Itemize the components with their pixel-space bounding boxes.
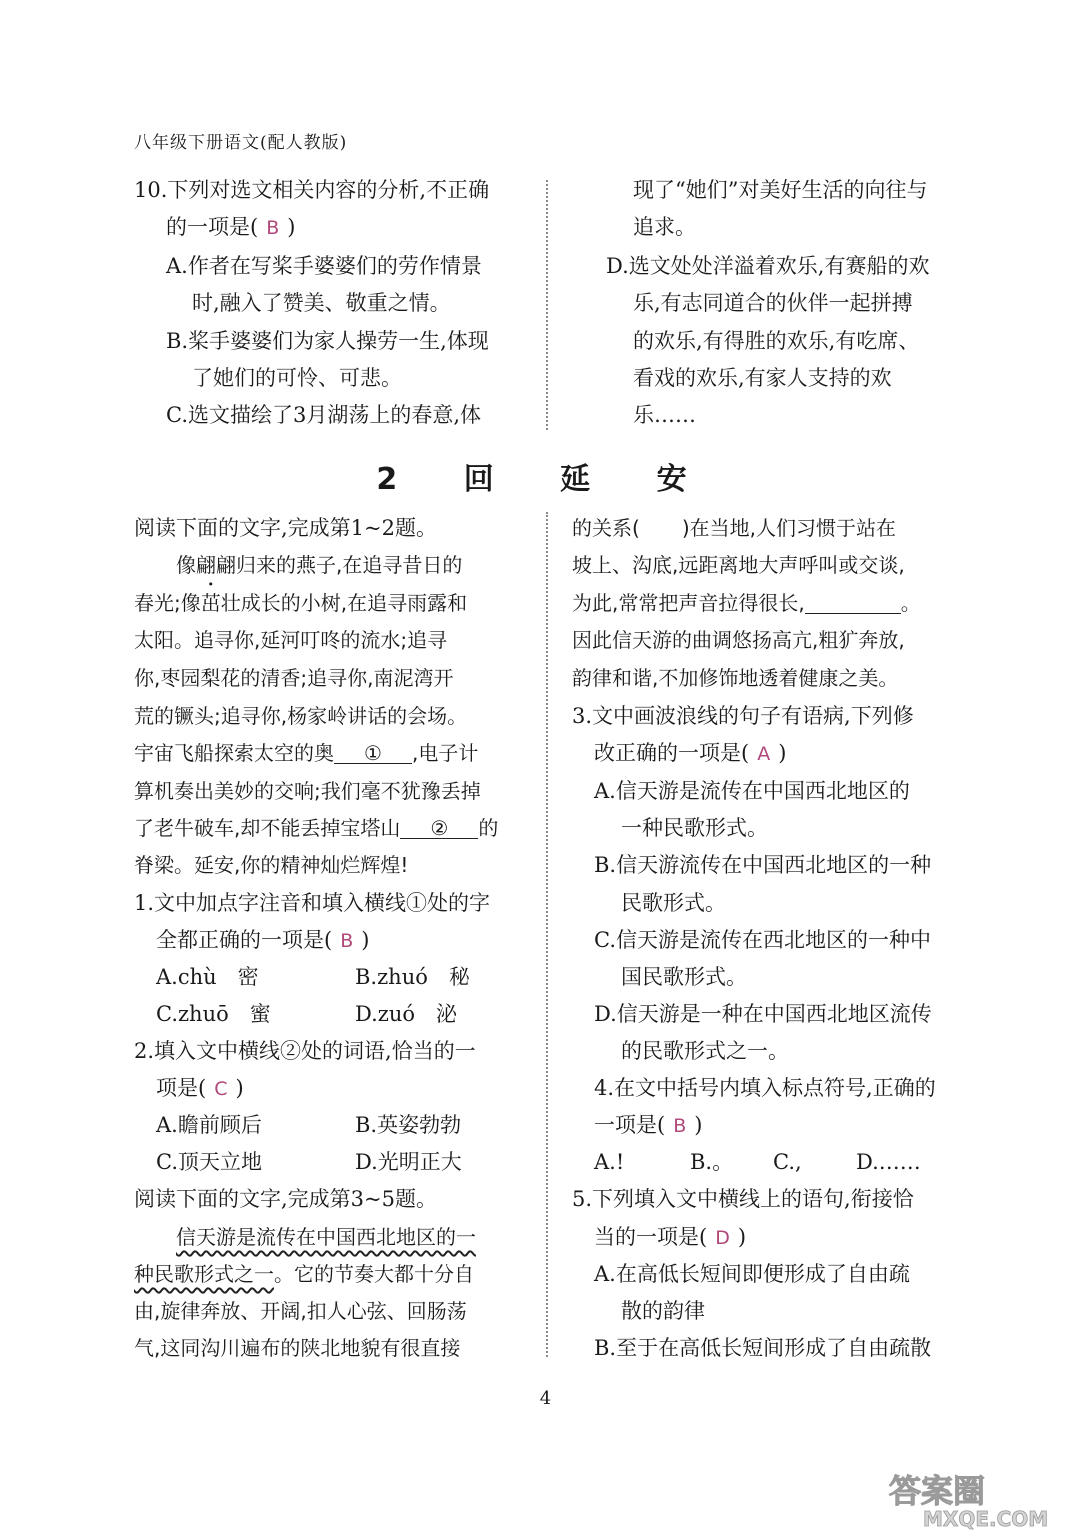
dotted-character: 茁 [200,591,221,615]
q1-option-a: A.chù 密 [156,965,259,989]
q3-option-a-line2: 一种民歌形式。 [621,816,768,840]
reading2-line6: 坡上、沟底,远距离地大声呼叫或交谈, [572,553,905,577]
q2-stem-post: ) [235,1076,244,1100]
q2-answer: C [214,1078,228,1100]
reading1-line6-post: ,电子计 [412,741,479,765]
reading2-line5 [572,518,896,538]
q3-option-b-line1: B.信天游流传在中国西北地区的一种 [594,853,932,877]
q3-option-d-line2: 的民歌形式之一。 [621,1039,789,1063]
q2-option-d: D.光明正大 [355,1150,462,1174]
reading1-line4: 你,枣园梨花的清香;追寻你,南泥湾开 [134,666,454,690]
q10-stem-text: 10.下列对选文相关内容的分析,不正确 [134,178,490,202]
q10-option-d-line5: 乐…… [633,403,696,427]
reading1-line8-pre: 了老牛破车,却不能丢掉宝塔山 [134,816,401,840]
reading2-line7-pre: 为此,常常把声音拉得很长, [572,591,805,615]
q5-option-a-line2: 散的韵律 [621,1299,705,1323]
q10-option-a-line2: 时,融入了赞美、敬重之情。 [192,291,451,315]
reading1-intro: 阅读下面的文字,完成第1~2题。 [134,516,437,540]
q1-stem-post: ) [361,928,370,952]
q3-stem-pre: 改正确的一项是( [594,741,750,765]
q10-option-c-line3: 追求。 [633,215,696,239]
q3-option-b-line2: 民歌形式。 [621,891,726,915]
q1-option-d: D.zuó 泌 [355,1002,457,1026]
column-divider-top [546,180,548,430]
q10-option-a-line1: A.作者在写桨手婆婆们的劳作情景 [166,254,482,278]
q10-stem-pre: 的一项是( [166,215,259,239]
q2-option-b: B.英姿勃勃 [355,1113,462,1137]
wavy-sentence-part1: 信天游是流传在中国西北地区的一 [176,1225,476,1249]
q5-stem-pre: 当的一项是( [594,1225,708,1249]
reading1-line6-pre: 宇宙飞船探索太空的奥 [134,741,334,765]
q1-option-c: C.zhuō 蜜 [156,1002,271,1026]
reading1-line2-post: 壮成长的小树,在追寻雨露和 [220,591,468,615]
q10-option-d-line4: 看戏的欢乐,有家人支持的欢 [633,366,892,390]
q4-stem-pre: 一项是( [594,1113,666,1137]
q4-stem-line1: 4.在文中括号内填入标点符号,正确的 [594,1076,936,1100]
reading1-line1: 像翩翩归来的燕子,在追寻昔日的 [176,553,463,577]
reading2-line2 [134,1264,474,1284]
q2-option-c: C.顶天立地 [156,1150,262,1174]
q2-stem-pre: 项是( [156,1076,207,1100]
q5-stem-line2 [594,1227,746,1248]
q10-option-c-line2: 现了“她们”对美好生活的向往与 [633,178,928,202]
reading1-line5: 荒的镢头;追寻你,杨家岭讲话的会场。 [134,704,468,728]
reading2-line7-post: 。 [900,591,921,615]
blank-sentence [805,593,901,614]
q10-option-b-line2: 了她们的可怜、可悲。 [192,366,402,390]
page-number: 4 [539,1388,552,1409]
q10-stem-post: ) [287,215,296,239]
q1-stem-line2 [156,930,369,951]
q3-option-c-line1: C.信天游是流传在西北地区的一种中 [594,928,931,952]
watermark-logo [883,1468,1073,1530]
q3-stem-post: ) [778,741,787,765]
reading2-line7 [572,593,921,614]
q10-option-b-line1: B.桨手婆婆们为家人操劳一生,体现 [166,329,489,353]
watermark-text: 答案圈 [889,1472,986,1510]
reading2-line5-post: )在当地,人们习惯于站在 [681,516,896,540]
q5-option-a-line1: A.在高低长短间即便形成了自由疏 [594,1262,910,1286]
q4-option-c: C., [773,1150,802,1174]
q3-option-c-line2: 国民歌形式。 [621,965,747,989]
reading1-line8 [134,818,498,839]
reading1-line8-post: 的 [478,816,499,840]
reading2-line8: 因此信天游的曲调悠扬高亢,粗犷奔放, [572,628,905,652]
q1-answer: B [340,930,354,952]
q10-option-c-line1: C.选文描绘了3月湖荡上的春意,体 [166,403,482,427]
q3-stem-line1: 3.文中画波浪线的句子有语病,下列修 [572,704,914,728]
q10-stem-line1 [134,180,520,201]
q10-stem-line2 [166,217,295,238]
reading2-intro: 阅读下面的文字,完成第3~5题。 [134,1187,437,1211]
watermark-url: MXQE.COM [923,1507,1049,1530]
q3-stem-line2 [594,743,786,764]
q2-stem-line2 [156,1078,244,1099]
reading2-line1 [176,1227,476,1247]
q4-option-d: D.…… [856,1150,921,1174]
q10-option-d-line2: 乐,有志同道合的伙伴一起拼搏 [633,291,913,315]
blank-2: ② [400,818,478,839]
column-divider-bottom [546,512,548,1357]
reading2-line9: 韵律和谐,不加修饰地透着健康之美。 [572,666,899,690]
reading1-line6 [134,743,478,764]
q4-option-a: A.! [594,1150,625,1174]
reading1-line9: 脊梁。延安,你的精神灿烂辉煌! [134,853,409,877]
blank-1: ① [334,743,412,764]
q3-answer: A [757,743,771,765]
q4-option-b: B.。 [690,1150,734,1174]
reading2-line4: 气,这同沟川遍布的陕北地貌有很直接 [134,1336,461,1360]
section-title: 2 回 延 安 [376,462,715,497]
q10-option-d-line1: D.选文处处洋溢着欢乐,有赛船的欢 [606,254,930,278]
q1-stem-line1: 1.文中加点字注音和填入横线①处的字 [134,891,491,915]
q4-stem-post: ) [694,1113,703,1137]
q1-stem-pre: 全都正确的一项是( [156,928,333,952]
q5-stem-post: ) [737,1225,747,1249]
wavy-sentence-part2: 种民歌形式之一 [134,1262,274,1286]
q3-option-d-line1: D.信天游是一种在中国西北地区流传 [594,1002,932,1026]
book-header: 八年级下册语文(配人教版) [134,133,348,153]
q1-option-b: B.zhuó 秘 [355,965,470,989]
q2-option-a: A.瞻前顾后 [156,1113,262,1137]
reading1-line2-pre: 春光;像 [134,591,201,615]
reading1-line7: 算机奏出美妙的交响;我们毫不犹豫丢掉 [134,779,481,803]
reading2-line3: 由,旋律奔放、开阔,扣人心弦、回肠荡 [134,1299,467,1323]
q3-option-a-line1: A.信天游是流传在中国西北地区的 [594,779,910,803]
q4-answer: B [673,1115,687,1137]
q5-stem-line1: 5.下列填入文中横线上的语句,衔接恰 [572,1187,914,1211]
q5-answer: D [715,1227,730,1249]
q4-stem-line2 [594,1115,702,1136]
q10-option-d-line3: 的欢乐,有得胜的欢乐,有吃席、 [633,329,920,353]
reading2-line2-post: 。它的节奏大都十分自 [274,1262,474,1286]
q10-answer: B [266,217,280,239]
reading1-line3: 太阳。追寻你,延河叮咚的流水;追寻 [134,628,448,652]
q2-stem-line1: 2.填入文中横线②处的词语,恰当的一 [134,1039,476,1063]
reading1-line2 [134,593,467,613]
q5-option-b-line1: B.至于在高低长短间形成了自由疏散 [594,1336,932,1360]
reading2-line5-pre: 的关系( [572,516,640,540]
